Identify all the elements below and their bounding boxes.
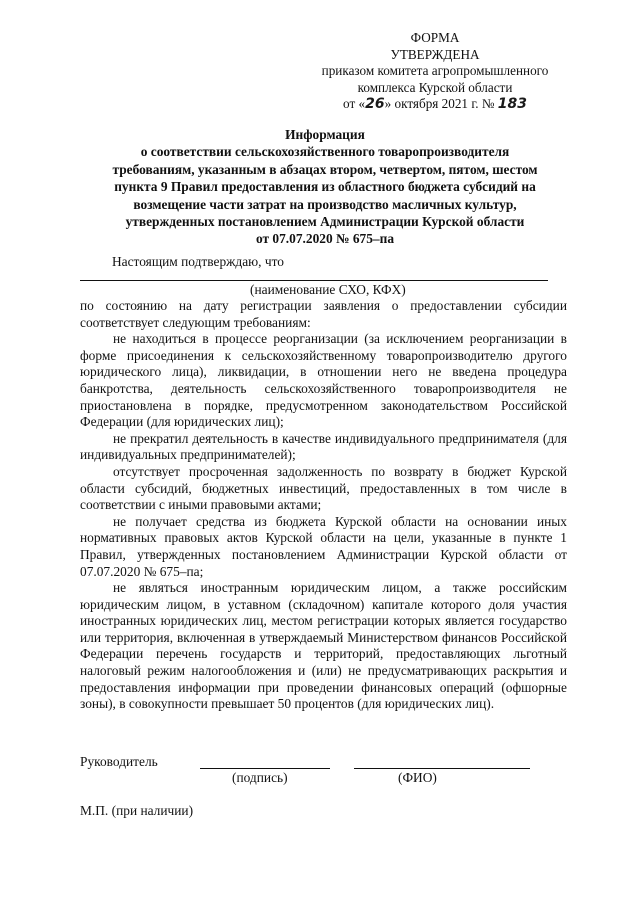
body-paragraph-reorganization: не находиться в процессе реорганизации (за исключением реорганизации в форме присоединения к сельскохозяйственному товаропроизводителю другого юридического лица), ликвидации, в отношении него не введена процедура банкротства, деятельность сельскохозяйственного товаропроизводителя не приостановлена в порядке, предусмотренном законодательством Российской Федерации (для юридических лиц); — [80, 331, 567, 430]
stamp-day-handwritten: 26 — [365, 96, 385, 112]
stamp-number-handwritten: 183 — [497, 96, 527, 112]
requirements-body — [80, 298, 567, 713]
fio-caption: (ФИО) — [398, 770, 437, 785]
stamp-committee-line: комплекса Курской области — [357, 79, 513, 95]
head-label: Руководитель — [80, 754, 158, 769]
signature-caption: (подпись) — [232, 770, 288, 785]
title-line-7: от 07.07.2020 № 675–па — [255, 231, 395, 247]
stamp-order-line: приказом комитета агропромышленного — [321, 63, 549, 78]
organization-name-caption: (наименование СХО, КФХ) — [250, 282, 406, 297]
signature-field[interactable] — [200, 768, 330, 769]
body-paragraph-debt: отсутствует просроченная задолженность по возврату в бюджет Курской области субсидий, бюджетных инвестиций, предоставленных в том числе в соответствии с иными правовыми актами; — [80, 463, 567, 513]
stamp-form-label: ФОРМА — [410, 30, 460, 45]
body-paragraph-intro: по состоянию на дату регистрации заявления о предоставлении субсидии соответствует следующим требованиям: — [80, 298, 567, 330]
stamp-date-line — [300, 96, 570, 113]
body-paragraph-foreign-entity: не являться иностранным юридическим лицом, а также российским юридическим лицом, в уставном (складочном) капитале которого доля участия иностранных юридических лиц, местом регистрации которых является государство или территория, включенная в утверждаемый Министерством финансов Российской Федерации перечень государств и территорий, предоставляющих льготный налоговый режим налогообложения и (или) не предусматривающих раскрытия и предоставления информации при проведении финансовых операций (офшорные зоны), в совокупности превышает 50 процентов (для юридических лиц). — [80, 580, 567, 712]
title-line-2: о соответствии сельскохозяйственного товаропроизводителя — [140, 144, 510, 160]
stamp-approved-label: УТВЕРЖДЕНА — [390, 46, 480, 62]
title-line-4: пункта 9 Правил предоставления из областного бюджета субсидий на — [114, 179, 536, 195]
stamp-date-prefix: от « — [343, 96, 366, 111]
title-line-1: Информация — [285, 127, 365, 142]
title-line-5: возмещение части затрат на производство масличных культур, — [133, 196, 517, 212]
body-paragraph-other-funds: не получает средства из бюджета Курской области на основании иных нормативных правовых актов Курской области на цели, указанные в пункте 1 Правил, утвержденных постановлением Администрации Курской области от 07.07.2020 № 675–па; — [80, 513, 567, 579]
body-paragraph-entrepreneur: не прекратил деятельность в качестве индивидуального предпринимателя (для индивидуальных предпринимателей); — [80, 430, 567, 463]
stamp-date-mid: » октября 2021 г. № — [384, 96, 495, 111]
confirm-text: Настоящим подтверждаю, что — [112, 254, 284, 269]
title-line-3: требованиям, указанным в абзацах втором, четвертом, пятом, шестом — [112, 161, 538, 177]
seal-placeholder: М.П. (при наличии) — [80, 803, 194, 818]
approval-stamp — [300, 30, 570, 113]
document-title — [60, 126, 590, 248]
organization-name-field[interactable] — [80, 280, 548, 281]
title-line-6: утвержденных постановлением Администрации Курской области — [125, 214, 525, 230]
fio-field[interactable] — [354, 768, 530, 769]
